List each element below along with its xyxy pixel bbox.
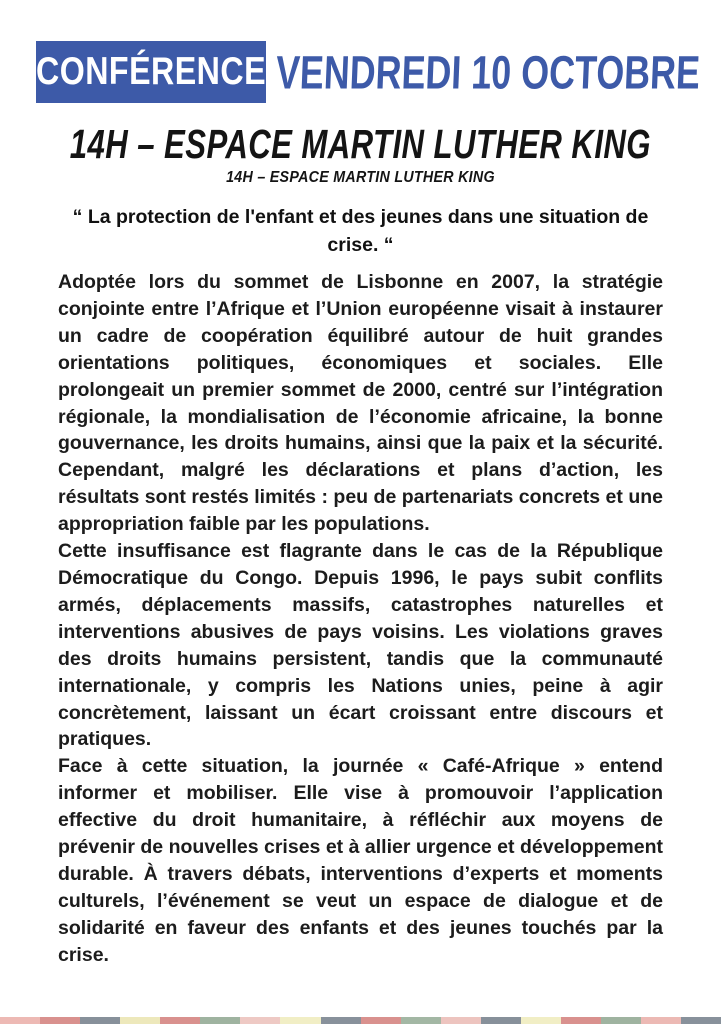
strip-segment — [561, 1017, 601, 1024]
bottom-image-strip — [0, 1017, 721, 1024]
strip-segment — [601, 1017, 641, 1024]
event-theme-quote: “ La protection de l'enfant et des jeunes dans une situation de crise. “ — [72, 206, 649, 256]
strip-segment — [641, 1017, 681, 1024]
strip-segment — [80, 1017, 120, 1024]
strip-segment — [441, 1017, 481, 1024]
strip-segment — [401, 1017, 441, 1024]
strip-segment — [120, 1017, 160, 1024]
strip-segment — [280, 1017, 320, 1024]
strip-segment — [40, 1017, 80, 1024]
conference-badge — [36, 41, 266, 103]
conference-badge-label: CONFÉRENCE — [35, 50, 267, 93]
strip-segment — [681, 1017, 721, 1024]
strip-segment — [361, 1017, 401, 1024]
event-subtitle-text: 14H – ESPACE MARTIN LUTHER KING — [226, 168, 495, 187]
event-subtitle — [0, 169, 721, 187]
strip-segment — [0, 1017, 40, 1024]
strip-segment — [481, 1017, 521, 1024]
body-paragraph: Face à cette situation, la journée « Café-Afrique » entend informer et mobiliser. Elle vise à promouvoir l’application effective du droit humanitaire, à réfléchir aux moyens de prévenir de nouvelles crises et à allier urgence et développement durable. À travers débats, interventions d’experts et moments culturels, l’événement se veut un espace de dialogue et de solidarité en faveur des enfants et des jeunes touchés par la crise. — [58, 755, 663, 966]
body-paragraph: Cette insuffisance est flagrante dans le cas de la République Démocratique du Congo. Depuis 1996, le pays subit conflits armés, déplacements massifs, catastrophes naturelles et interventions abusives de pays voisins. Les violations graves des droits humains persistent, tandis que la communauté internationale, y compris les Nations unies, peine à agir concrètement, laissant un écart croissant entre discours et pratiques. — [58, 540, 663, 751]
body-paragraph: Adoptée lors du sommet de Lisbonne en 2007, la stratégie conjointe entre l’Afrique et l’Union européenne visait à instaurer un cadre de coopération équilibré autour de huit grandes orientations politiques, économiques et sociales. Elle prolongeait un premier sommet de 2000, centré sur l’intégration régionale, la mondialisation de l’économie africaine, la bonne gouvernance, les droits humains, ainsi que la paix et la sécurité. Cependant, malgré les déclarations et plans d’action, les résultats sont restés limités : peu de partenariats concrets et une appropriation faible par les populations. — [58, 271, 663, 536]
event-title — [0, 124, 721, 167]
strip-segment — [321, 1017, 361, 1024]
event-title-text: 14H – ESPACE MARTIN LUTHER KING — [69, 122, 652, 168]
body-text — [58, 269, 663, 969]
strip-segment — [521, 1017, 561, 1024]
strip-segment — [160, 1017, 200, 1024]
event-date-heading: VENDREDI 10 OCTOBRE — [274, 45, 702, 99]
flyer-header — [36, 41, 721, 103]
strip-segment — [200, 1017, 240, 1024]
strip-segment — [240, 1017, 280, 1024]
